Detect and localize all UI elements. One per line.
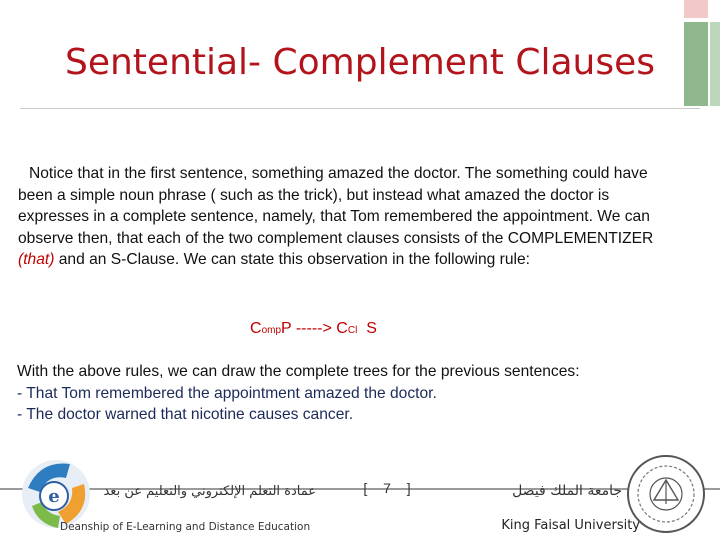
complementizer-highlight: (that) — [18, 251, 55, 269]
rule-lhs-omp: omp — [261, 325, 282, 336]
body-paragraph-1 — [18, 163, 658, 271]
university-arabic-name: جامعة الملك فيصل — [512, 483, 622, 499]
deanship-arabic-name: عمادة التعلم الإلكتروني والتعليم عن بعد — [103, 484, 316, 499]
rule-rhs-cl: Cl — [347, 325, 358, 336]
rule-arrow: -----> — [291, 320, 337, 337]
rule-lhs-c: C — [250, 320, 262, 337]
corner-accent-pink — [684, 0, 708, 18]
svg-text:e: e — [48, 486, 60, 507]
deanship-english-name: Deanship of E-Learning and Distance Education — [60, 521, 311, 533]
slide-title: Sentential- Complement Clauses — [64, 42, 655, 83]
title-divider — [20, 108, 700, 109]
university-seal-icon — [624, 452, 708, 536]
example-sentence-2: - The doctor warned that nicotine causes cancer. — [17, 406, 354, 424]
rule-lhs-p: P — [281, 320, 292, 337]
rule-rhs-c: C — [336, 320, 348, 337]
page-number: [ 7 ] — [363, 480, 417, 496]
phrase-structure-rule — [250, 320, 377, 338]
paragraph1-text-end: and an S-Clause. We can state this observation in the following rule: — [54, 251, 530, 269]
paragraph1-text: Notice that in the first sentence, something amazed the doctor. The something could have been a simple noun phrase ( such as the trick), but instead what amazed the doctor is expresses in a complete sentence, namely, that Tom remembered the appointment. We can observe then, that each of the two complement clauses consists of the COMPLEMENTIZER — [18, 165, 654, 247]
university-english-name: King Faisal University — [501, 518, 640, 533]
example-sentence-1: - That Tom remembered the appointment amazed the doctor. — [17, 384, 437, 402]
paragraph2-intro: With the above rules, we can draw the complete trees for the previous sentences: — [17, 363, 580, 380]
body-paragraph-2 — [17, 361, 657, 426]
rule-rhs-s: S — [366, 320, 377, 337]
